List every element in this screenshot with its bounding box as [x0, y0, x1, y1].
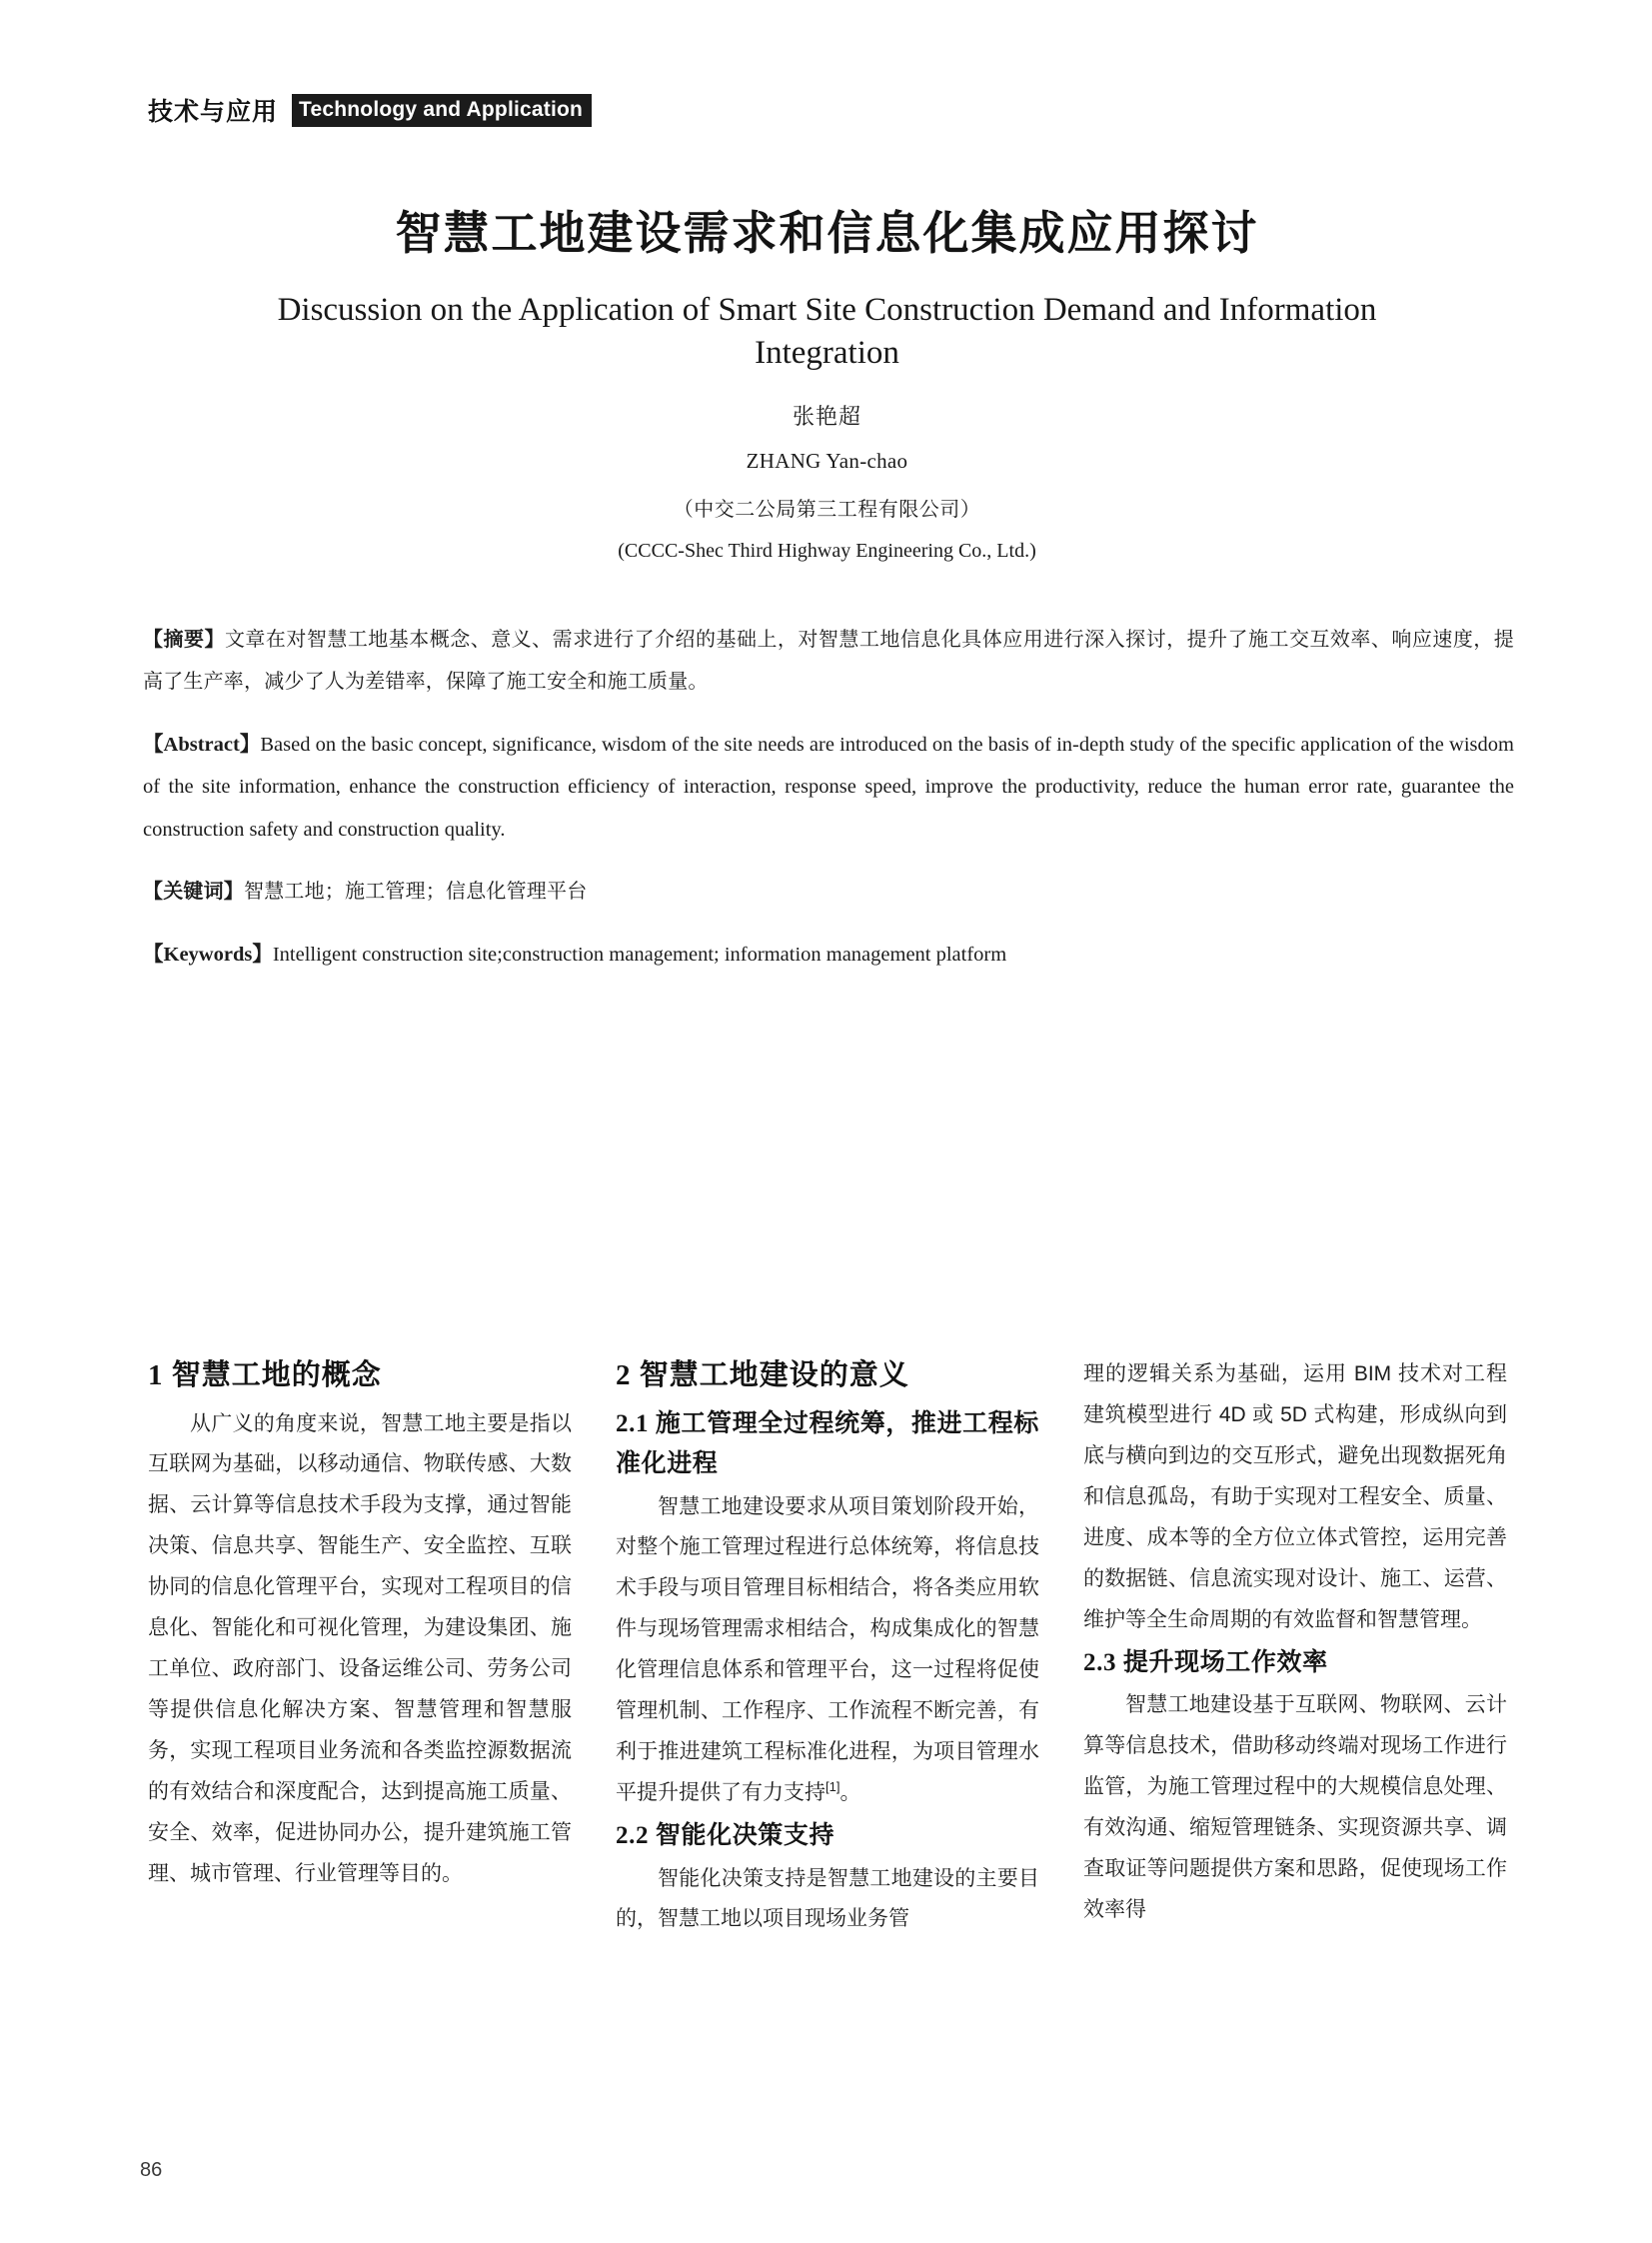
- page-title-english: Discussion on the Application of Smart Site Construction Demand and Information Integration: [277, 291, 1377, 372]
- abstract-chinese-label: 【摘要】: [143, 629, 225, 651]
- section-heading-1: 1 智慧工地的概念: [148, 1359, 382, 1391]
- abstract-english-text: Based on the basic concept, significance, wisdom of the site needs are introduced on the basis of in-depth study of the specific application of the wisdom of the site information, enhance the construction efficiency of interaction, response speed, improve the productivity, reduce the human error rate, guarantee the construction safety and construction quality.: [143, 733, 1514, 841]
- abstract-english-label: 【Abstract】: [143, 733, 261, 756]
- body-columns: [148, 1354, 1507, 2134]
- title-block: [140, 205, 1514, 563]
- author-name-chinese: 张艳超: [792, 404, 861, 430]
- keywords-english: [143, 934, 1514, 977]
- running-head-chinese: 技术与应用: [148, 98, 279, 126]
- keywords-english-label: 【Keywords】: [143, 943, 273, 966]
- column-2-paragraph-2-1-tail: 。: [839, 1781, 861, 1805]
- affiliation-chinese: （中交二公局第三工程有限公司）: [673, 499, 981, 522]
- section-heading-2: 2 智慧工地建设的意义: [616, 1359, 909, 1391]
- subsection-heading-2-1: 2.1 施工管理全过程统筹，推进工程标准化进程: [616, 1409, 1039, 1477]
- column-2-paragraph-2-1: [616, 1487, 1039, 1815]
- keywords-chinese-text: 智慧工地；施工管理；信息化管理平台: [244, 880, 588, 903]
- column-1: [148, 1354, 572, 2134]
- abstract-english: [143, 724, 1514, 852]
- column-3-paragraph-continued: 理的逻辑关系为基础，运用 BIM 技术对工程建筑模型进行 4D 或 5D 式构建，形成纵向到底与横向到边的交互形式，避免出现数据死角和信息孤岛，有助于实现对工程安全、质量、进度、成本等的全方位立体式管控，运用完善的数据链、信息流实现对设计、施工、运营、维护等全生命周期的有效监督和智慧管理。: [1083, 1362, 1507, 1631]
- keywords-chinese: [143, 872, 1514, 914]
- page-number: 86: [140, 2159, 163, 2181]
- subsection-heading-2-2: 2.2 智能化决策支持: [616, 1822, 835, 1849]
- column-2-paragraph-2-2: 智能化决策支持是智慧工地建设的主要目的，智慧工地以项目现场业务管: [616, 1866, 1039, 1931]
- column-1-paragraph: 从广义的角度来说，智慧工地主要是指以互联网为基础，以移动通信、物联传感、大数据、云计算等信息技术手段为支撑，通过智能决策、信息共享、智能生产、安全监控、互联协同的信息化管理平台，实现对工程项目的信息化、智能化和可视化管理，为建设集团、施工单位、政府部门、设备运维公司、劳务公司等提供信息化解决方案、智慧管理和智慧服务，实现工程项目业务流和各类监控源数据流的有效结合和深度配合，达到提高施工质量、安全、效率，促进协同办公，提升建筑施工管理、城市管理、行业管理等目的。: [148, 1411, 572, 1885]
- column-2-paragraph-2-1-text: 智慧工地建设要求从项目策划阶段开始，对整个施工管理过程进行总体统筹，将信息技术手段与项目管理目标相结合，将各类应用软件与现场管理需求相结合，构成集成化的智慧化管理信息体系和管理平台，这一过程将促使管理机制、工作程序、工作流程不断完善，有利于推进建筑工程标准化进程，为项目管理水平提升提供了有力支持: [616, 1494, 1039, 1805]
- subsection-heading-2-3: 2.3 提升现场工作效率: [1083, 1648, 1328, 1676]
- running-head: [148, 92, 592, 128]
- keywords-english-text: Intelligent construction site;construction management; information management platform: [272, 943, 1007, 966]
- author-name-english: ZHANG Yan-chao: [746, 449, 908, 474]
- column-3: [1083, 1354, 1507, 2134]
- abstract-keywords-block: [143, 600, 1514, 983]
- footnote-reference-1: [1]: [826, 1779, 840, 1795]
- abstract-chinese: [143, 620, 1514, 703]
- keywords-chinese-label: 【关键词】: [143, 880, 244, 903]
- column-2: [616, 1354, 1039, 2134]
- page-title-chinese: 智慧工地建设需求和信息化集成应用探讨: [395, 208, 1259, 259]
- running-head-english-badge: Technology and Application: [292, 94, 592, 127]
- abstract-chinese-text: 文章在对智慧工地基本概念、意义、需求进行了介绍的基础上，对智慧工地信息化具体应用进行深入探讨，提升了施工交互效率、响应速度，提高了生产率，减少了人为差错率，保障了施工安全和施工质量。: [143, 629, 1514, 693]
- affiliation-english: (CCCC-Shec Third Highway Engineering Co., Ltd.): [618, 540, 1036, 563]
- column-3-paragraph-2-3: 智慧工地建设基于互联网、物联网、云计算等信息技术，借助移动终端对现场工作进行监管，为施工管理过程中的大规模信息处理、有效沟通、缩短管理链条、实现资源共享、调查取证等问题提供方案和思路，促使现场工作效率得: [1083, 1693, 1507, 1921]
